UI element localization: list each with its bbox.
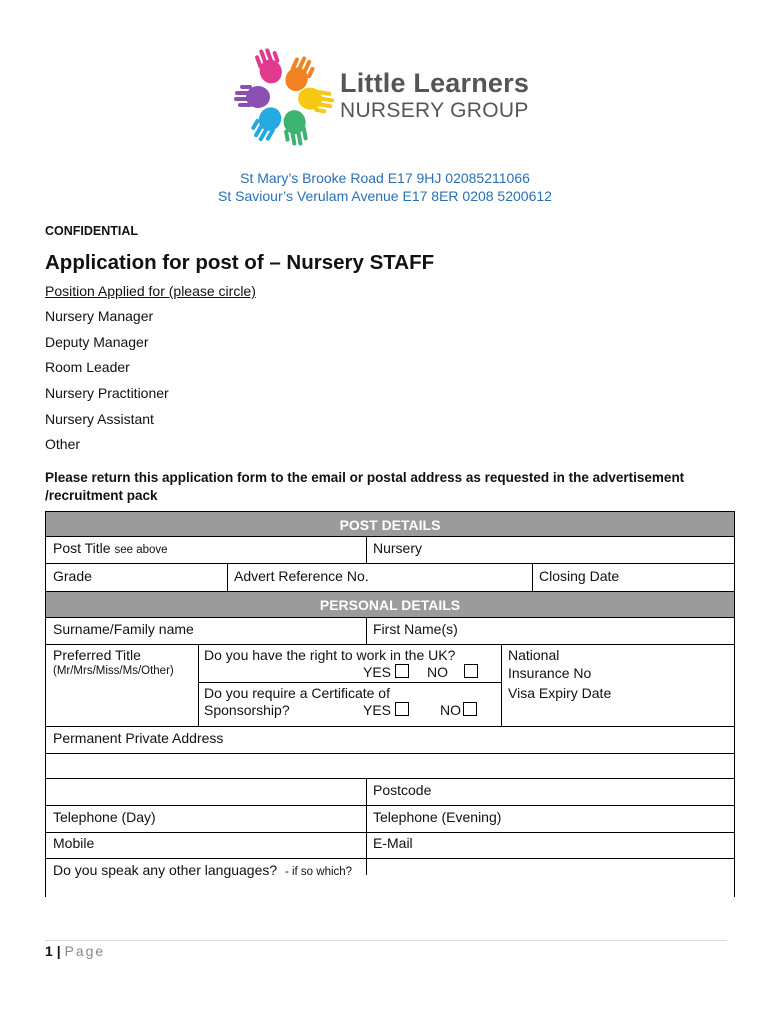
col-divider	[532, 563, 533, 591]
right-to-work-yes[interactable]	[363, 664, 409, 680]
mobile-field[interactable]: Mobile	[53, 835, 95, 851]
row-divider	[46, 644, 734, 645]
address-line-2: St Saviour’s Verulam Avenue E17 8ER 0208 5200612	[218, 188, 552, 204]
row-divider	[46, 563, 734, 564]
col-divider	[501, 644, 502, 726]
checkbox[interactable]	[395, 664, 409, 678]
telephone-evening-field[interactable]: Telephone (Evening)	[373, 809, 502, 825]
address-line-1: St Mary’s Brooke Road E17 9HJ 02085211066	[240, 170, 530, 186]
position-option[interactable]: Nursery Assistant	[45, 411, 154, 427]
languages-field[interactable]	[53, 862, 352, 878]
col-divider	[227, 563, 228, 591]
sponsorship-no[interactable]	[440, 702, 477, 718]
position-applied-label: Position Applied for (please circle)	[45, 283, 256, 299]
permanent-address-field[interactable]: Permanent Private Address	[53, 730, 224, 746]
preferred-title-label: Preferred Title	[53, 647, 141, 663]
yes-label: YES	[363, 664, 392, 680]
personal-details-header: PERSONAL DETAILS	[46, 592, 734, 617]
col-divider	[366, 617, 367, 644]
postcode-field[interactable]: Postcode	[373, 782, 432, 798]
languages-note: - if so which?	[284, 866, 353, 878]
logo-subtitle: NURSERY GROUP	[340, 99, 529, 122]
col-divider	[198, 644, 199, 726]
post-title-label: Post Title	[53, 540, 111, 556]
ni-label-line2[interactable]: Insurance No	[508, 665, 592, 681]
return-instructions: Please return this application form to the email or postal address as requested in the advertisement /recruitment pack	[45, 470, 685, 503]
no-label: NO	[427, 664, 448, 680]
post-title-field[interactable]	[53, 540, 168, 556]
col-divider	[366, 778, 367, 875]
post-title-note: see above	[114, 544, 168, 556]
logo-hand-blue	[248, 103, 286, 146]
post-details-header: POST DETAILS	[46, 512, 734, 536]
page-title: Application for post of – Nursery STAFF	[45, 251, 435, 274]
right-to-work-no[interactable]	[427, 664, 478, 680]
footer-divider	[45, 940, 727, 941]
checkbox[interactable]	[395, 702, 409, 716]
closing-date-field[interactable]: Closing Date	[539, 568, 620, 584]
yes-label: YES	[363, 702, 392, 718]
position-option[interactable]: Other	[45, 436, 81, 452]
page-number: 1	[45, 943, 53, 959]
row-divider	[46, 536, 734, 537]
confidential-label: CONFIDENTIAL	[45, 224, 139, 238]
row-divider	[46, 805, 734, 806]
page-footer	[45, 943, 105, 959]
logo-title: Little Learners	[340, 68, 530, 98]
row-divider	[46, 726, 734, 727]
page-word: Page	[64, 943, 106, 959]
right-to-work-question: Do you have the right to work in the UK?	[204, 647, 456, 663]
ni-label-line1: National	[508, 647, 560, 663]
surname-field[interactable]: Surname/Family name	[53, 621, 194, 637]
row-divider	[46, 753, 734, 754]
languages-question: Do you speak any other languages?	[53, 862, 278, 878]
page-separator: |	[56, 943, 61, 959]
checkbox[interactable]	[464, 664, 478, 678]
nursery-field[interactable]: Nursery	[373, 540, 423, 556]
row-divider	[46, 832, 734, 833]
grade-field[interactable]: Grade	[53, 568, 92, 584]
no-label: NO	[440, 702, 461, 718]
row-divider	[46, 858, 734, 859]
position-option[interactable]: Room Leader	[45, 359, 130, 375]
logo-hand-pink	[252, 45, 286, 87]
row-divider	[198, 682, 501, 683]
logo-hand-purple	[234, 85, 270, 108]
sponsorship-question-line1: Do you require a Certificate of	[204, 685, 390, 701]
telephone-day-field[interactable]: Telephone (Day)	[53, 809, 156, 825]
application-form-table	[45, 511, 735, 897]
advert-reference-field[interactable]: Advert Reference No.	[234, 568, 369, 584]
visa-expiry-field[interactable]: Visa Expiry Date	[508, 685, 612, 701]
logo-hand-yellow	[296, 86, 335, 115]
first-names-field[interactable]: First Name(s)	[373, 621, 458, 637]
row-divider	[46, 617, 734, 618]
logo-hand-green	[281, 108, 310, 147]
position-option[interactable]: Nursery Practitioner	[45, 385, 169, 401]
sponsorship-yes[interactable]	[363, 702, 409, 718]
row-divider	[46, 778, 734, 779]
preferred-title-options[interactable]: (Mr/Mrs/Miss/Ms/Other)	[53, 665, 174, 677]
email-field[interactable]: E-Mail	[373, 835, 413, 851]
checkbox[interactable]	[463, 702, 477, 716]
sponsorship-question-line2: Sponsorship?	[204, 702, 290, 718]
position-option[interactable]: Deputy Manager	[45, 334, 149, 350]
col-divider	[366, 536, 367, 563]
position-option[interactable]: Nursery Manager	[45, 308, 154, 324]
